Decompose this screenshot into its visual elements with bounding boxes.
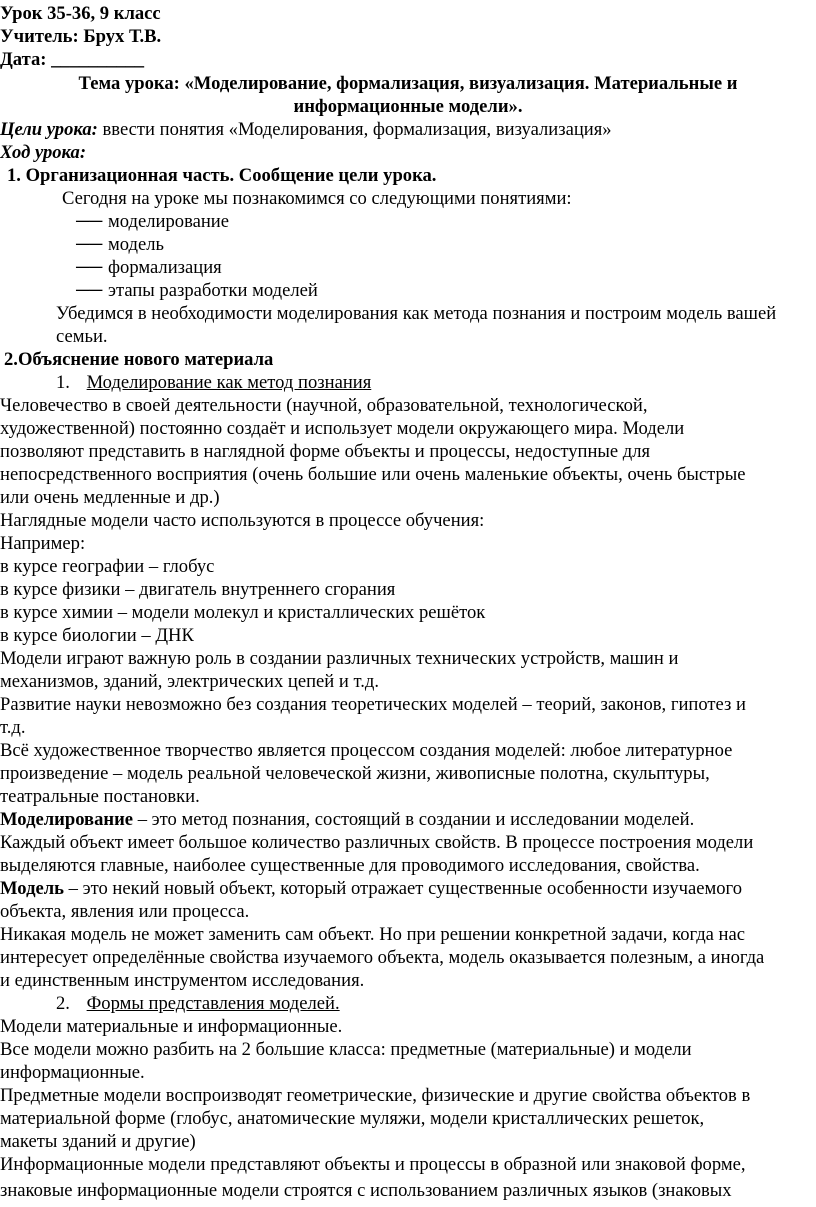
concept-list-item: ── моделирование [76,211,230,232]
goals-paragraph [0,118,612,141]
subsection-2-title: Формы представления моделей. [86,993,340,1014]
definition-model: Модель – это некий новый объект, который отражает существенные особенности изучаемого [0,878,742,899]
definition-term: Модель [0,878,64,899]
paragraph-line: или очень медленные и др.) [0,487,220,508]
lesson-date: Дата: __________ [0,49,145,70]
paragraph-line: макеты зданий и другие) [0,1131,196,1152]
paragraph-line: материальной форме (глобус, анатомические муляжи, модели кристаллических решеток, [0,1108,705,1129]
topic-line-2: информационные модели». [293,96,523,117]
teacher-name: Учитель: Брух Т.В. [0,26,162,47]
paragraph-line: Человечество в своей деятельности (научной, образовательной, технологической, [0,395,648,416]
paragraph-line: знаковые информационные модели строятся с использованием различных языков (знаковых [0,1180,732,1201]
section-1-closing-2: семьи. [56,326,108,347]
goals-text: ввести понятия «Моделирования, формализация, визуализация» [97,119,612,140]
paragraph-line: механизмов, зданий, электрических цепей и т.д. [0,671,379,692]
paragraph-line: театральные постановки. [0,786,200,807]
paragraph-line: Никакая модель не может заменить сам объект. Но при решении конкретной задачи, когда нас [0,924,746,945]
topic-line-1: Тема урока: «Моделирование, формализация, визуализация. Материальные и [78,73,738,94]
paragraph-line: Развитие науки невозможно без создания теоретических моделей – теорий, законов, гипотез и [0,694,746,715]
definition-modeling: Моделирование – это метод познания, состоящий в создании и исследовании моделей. [0,809,695,830]
example-item: в курсе физики – двигатель внутреннего сгорания [0,579,396,600]
goals-label: Цели урока: [0,119,98,140]
paragraph-line: объекта, явления или процесса. [0,901,250,922]
concept-list-item: ── этапы разработки моделей [76,280,318,301]
paragraph-line: позволяют представить в наглядной форме объекты и процессы, недоступные для [0,441,651,462]
paragraph-line: Всё художественное творчество является процессом создания моделей: любое литературное [0,740,733,761]
paragraph-line: Каждый объект имеет большое количество различных свойств. В процессе построения модели [0,832,754,853]
section-1-title: 1. Организационная часть. Сообщение цели урока. [7,165,437,186]
paragraph-line: Предметные модели воспроизводят геометрические, физические и другие свойства объектов в [0,1085,751,1106]
section-1-intro: Сегодня на уроке мы познакомимся со следующими понятиями: [62,188,572,209]
course-label: Ход урока: [0,142,87,163]
example-item: в курсе биологии – ДНК [0,625,194,646]
subsection-1-title: Моделирование как метод познания [86,372,372,393]
paragraph-line: Информационные модели представляют объекты и процессы в образной или знаковой форме, [0,1154,746,1175]
paragraph-line: произведение – модель реальной человеческой жизни, живописные полотна, скульптуры, [0,763,710,784]
concept-list-item: ── формализация [76,257,222,278]
paragraph-line: Например: [0,533,86,554]
paragraph-line: информационные. [0,1062,145,1083]
paragraph-line: Модели материальные и информационные. [0,1016,343,1037]
lesson-number: Урок 35-36, 9 класс [0,3,161,24]
subsection-1-heading: 1. Моделирование как метод познания [56,372,372,393]
subsection-2-heading: 2. Формы представления моделей. [56,993,340,1014]
paragraph-line: Все модели можно разбить на 2 большие класса: предметные (материальные) и модели [0,1039,692,1060]
paragraph-line: выделяются главные, наиболее существенные для проводимого исследования, свойства. [0,855,700,876]
example-item: в курсе географии – глобус [0,556,215,577]
paragraph-line: Модели играют важную роль в создании различных технических устройств, машин и [0,648,679,669]
paragraph-line: т.д. [0,717,26,738]
paragraph-line: Наглядные модели часто используются в процессе обучения: [0,510,485,531]
section-2-title: 2.Объяснение нового материала [4,349,274,370]
definition-term: Моделирование [0,809,134,830]
example-item: в курсе химии – модели молекул и кристаллических решёток [0,602,486,623]
section-1-closing-1: Убедимся в необходимости моделирования как метода познания и построим модель вашей [56,303,777,324]
paragraph-line: непосредственного восприятия (очень большие или очень маленькие объекты, очень быстрые [0,464,746,485]
paragraph-line: и единственным инструментом исследования. [0,970,365,991]
paragraph-line: художественной) постоянно создаёт и использует модели окружающего мира. Модели [0,418,685,439]
paragraph-line: интересует определённые свойства изучаемого объекта, модель оказывается полезным, а иногда [0,947,765,968]
concept-list-item: ── модель [76,234,164,255]
